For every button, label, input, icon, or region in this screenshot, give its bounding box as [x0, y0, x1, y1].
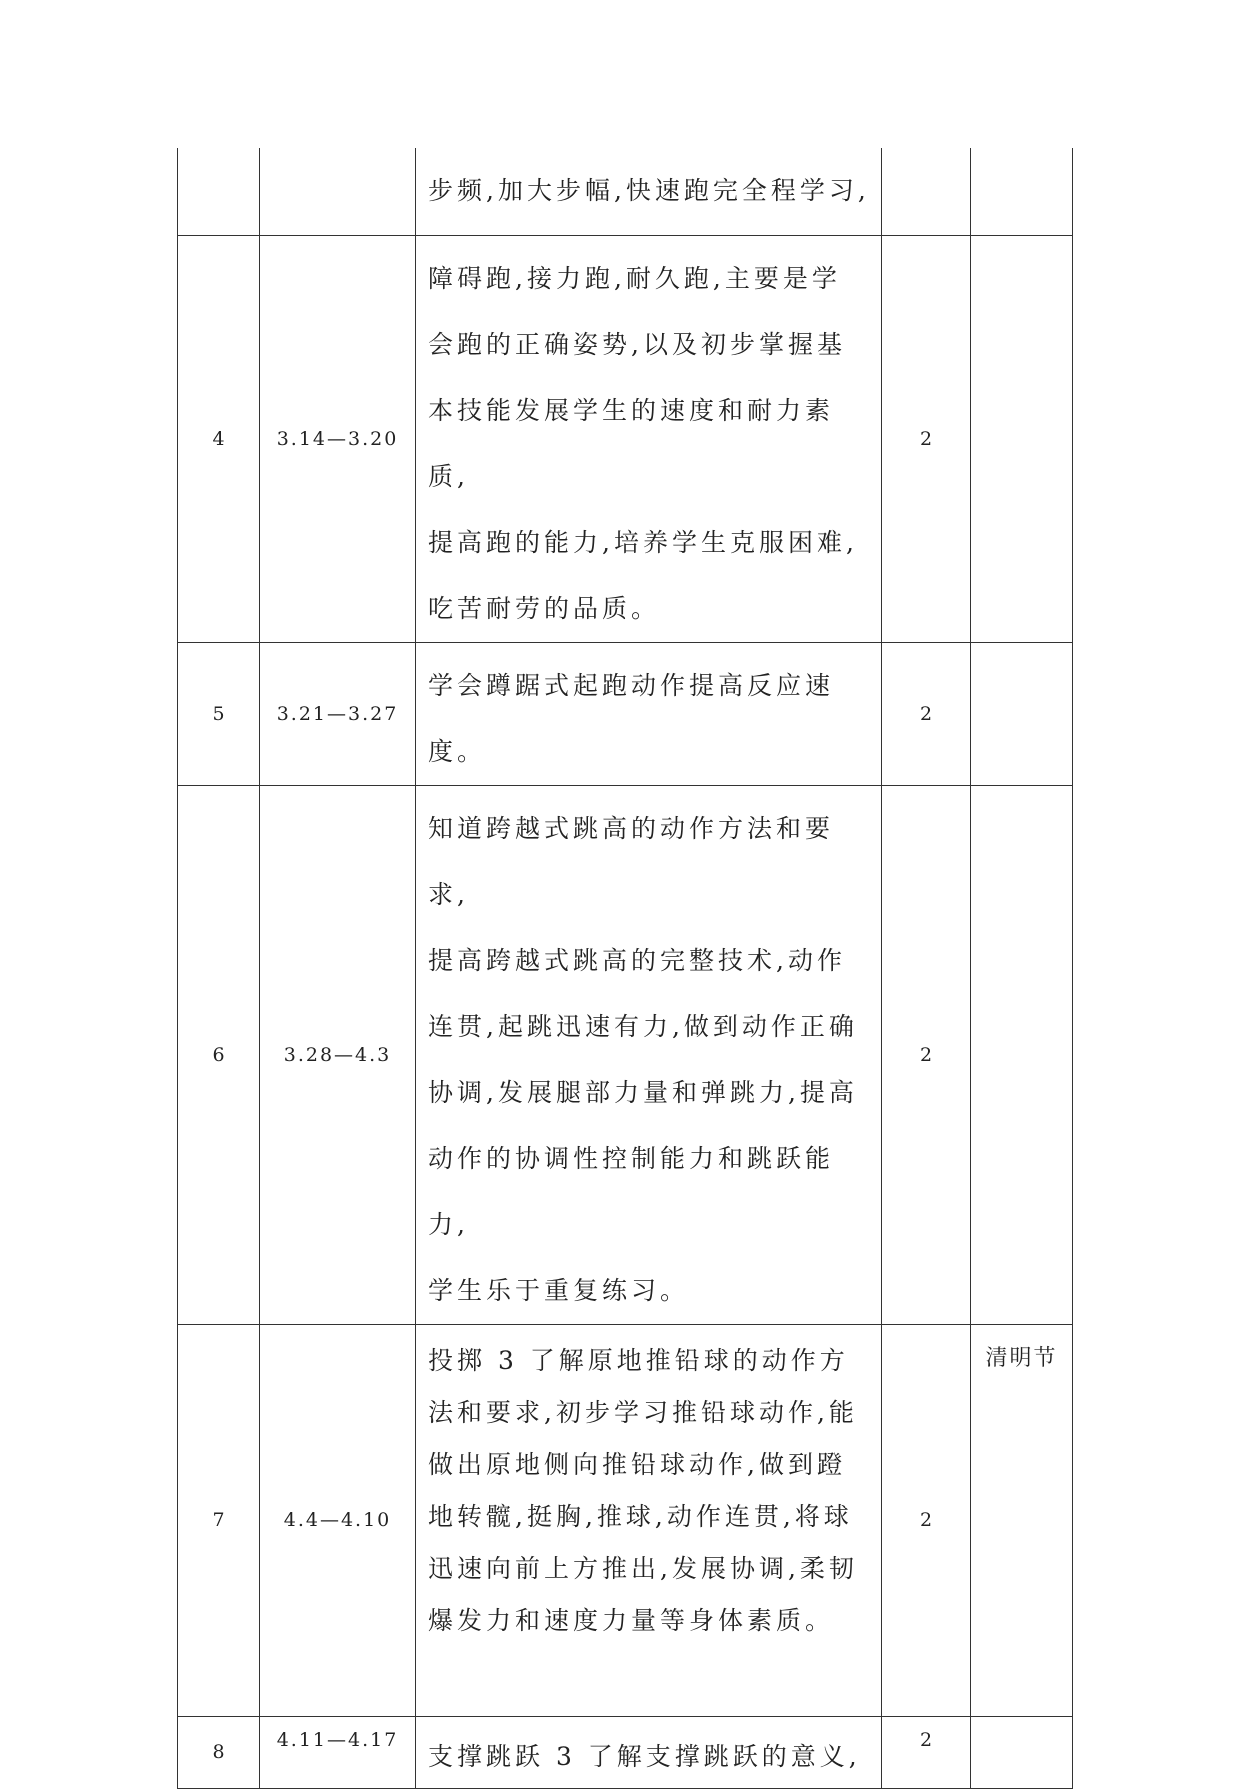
date-range-cell — [260, 148, 416, 235]
hours-cell — [882, 148, 971, 235]
table-row — [178, 785, 1073, 1324]
content-cell: 学会蹲踞式起跑动作提高反应速度。 — [416, 642, 882, 785]
hours-cell: 2 — [882, 785, 971, 1324]
teaching-schedule-table — [177, 148, 1073, 1789]
date-range-cell: 4.4—4.10 — [260, 1324, 416, 1716]
date-range-cell: 4.11—4.17 — [260, 1716, 416, 1788]
hours-cell: 2 — [882, 1324, 971, 1716]
note-cell — [971, 235, 1073, 642]
week-number-cell — [178, 148, 260, 235]
note-cell — [971, 1716, 1073, 1788]
note-cell — [971, 642, 1073, 785]
week-number-cell: 8 — [178, 1716, 260, 1788]
date-range-cell: 3.21—3.27 — [260, 642, 416, 785]
content-cell: 支撑跳跃 3 了解支撑跳跃的意义, — [416, 1716, 882, 1788]
week-number-cell: 5 — [178, 642, 260, 785]
table-row — [178, 148, 1073, 235]
date-range-cell: 3.28—4.3 — [260, 785, 416, 1324]
note-cell — [971, 785, 1073, 1324]
week-number-cell: 6 — [178, 785, 260, 1324]
table-row — [178, 1324, 1073, 1716]
note-cell: 清明节 — [971, 1324, 1073, 1716]
week-number-cell: 7 — [178, 1324, 260, 1716]
note-cell — [971, 148, 1073, 235]
table-row — [178, 1716, 1073, 1788]
table-row — [178, 235, 1073, 642]
content-cell: 障碍跑,接力跑,耐久跑,主要是学 会跑的正确姿势,以及初步掌握基 本技能发展学生的速度和耐力素质, 提高跑的能力,培养学生克服困难, 吃苦耐劳的品质。 — [416, 235, 882, 642]
table-row — [178, 642, 1073, 785]
content-cell: 知道跨越式跳高的动作方法和要求, 提高跨越式跳高的完整技术,动作 连贯,起跳迅速有力,做到动作正确 协调,发展腿部力量和弹跳力,提高 动作的协调性控制能力和跳跃能力, 学生乐于重复练习。 — [416, 785, 882, 1324]
week-number-cell: 4 — [178, 235, 260, 642]
hours-cell: 2 — [882, 235, 971, 642]
content-cell: 投掷 3 了解原地推铅球的动作方 法和要求,初步学习推铅球动作,能 做出原地侧向推铅球动作,做到蹬 地转髋,挺胸,推球,动作连贯,将球 迅速向前上方推出,发展协调,柔韧 爆发力和速度力量等身体素质。 — [416, 1324, 882, 1716]
hours-cell: 2 — [882, 1716, 971, 1788]
hours-cell: 2 — [882, 642, 971, 785]
date-range-cell: 3.14—3.20 — [260, 235, 416, 642]
content-cell: 步频,加大步幅,快速跑完全程学习, — [416, 148, 882, 235]
